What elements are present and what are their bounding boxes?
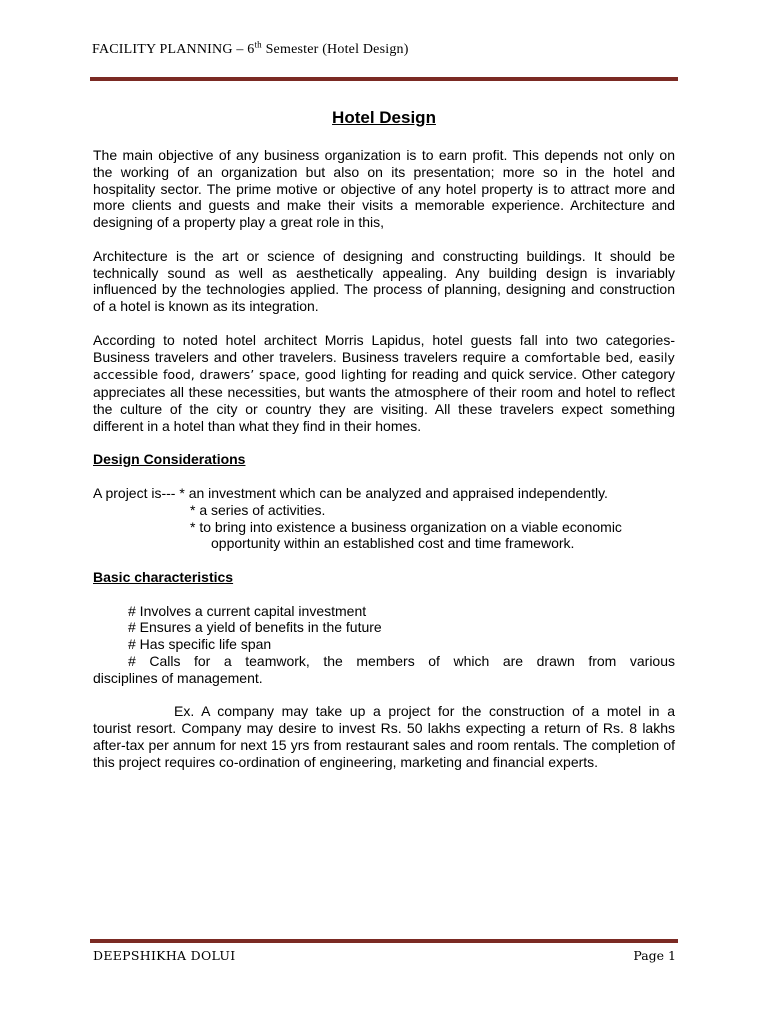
paragraph-lapidus-part1: According to noted hotel architect Morris Lapidus, hotel guests fall into two categories- Business travelers and other travelers. Business travelers require a	[93, 331, 675, 365]
example-first-line: Ex. A company may take up a project for the construction of a motel in a	[174, 703, 675, 720]
paragraph-lapidus-part3: ting for reading and quick service. Other category appreciates all these necessities, but wants the atmosphere of their room and hotel to reflect the culture of the city or country they are visiting. All these travelers expect something different in a hotel than what they find in their homes.	[93, 366, 675, 434]
paragraph-example	[93, 703, 675, 770]
paragraph-intro: The main objective of any business organization is to earn profit. This depends not only on the working of an organization but also on its presentation; more so in the hotel and hospitality sector. The prime motive or objective of any hotel property is to attract more and more clients and guests and make their visits a memorable experience. Architecture and designing of a property play a great role in this,	[93, 147, 675, 231]
design-line-3: * to bring into existence a business organization on a viable economic	[190, 518, 622, 535]
example-rest: tourist resort. Company may desire to invest Rs. 50 lakhs expecting a return of Rs. 8 lakhs after-tax per annum for next 15 yrs from restaurant sales and room rentals. The completion of this project requires co-ordination of engineering, marketing and financial experts.	[93, 720, 675, 770]
paragraph-lapidus-part2: comfortable bed, easily accessible food, drawers’ space, good ligh	[93, 349, 675, 383]
heading-basic-characteristics: Basic characteristics	[93, 568, 234, 585]
characteristic-item-continued: disciplines of management.	[93, 669, 263, 686]
design-considerations-list	[93, 485, 675, 552]
characteristic-item: # Calls for a teamwork, the members of which are drawn from various	[128, 652, 675, 669]
design-line-4: opportunity within an established cost and time framework.	[211, 535, 575, 552]
footer-divider	[90, 939, 678, 943]
heading-design-considerations: Design Considerations	[93, 451, 246, 468]
design-line-2: * a series of activities.	[190, 501, 326, 518]
characteristic-item: # Involves a current capital investment	[128, 602, 367, 619]
footer-page-number: Page 1	[633, 948, 676, 963]
page-title: Hotel Design	[332, 108, 436, 127]
header-title-superscript: th	[254, 39, 262, 50]
header-title-part1: FACILITY PLANNING – 6	[92, 42, 255, 57]
design-line-1: A project is--- * an investment which can be analyzed and appraised independently.	[93, 484, 608, 501]
characteristic-item: # Has specific life span	[128, 636, 272, 653]
paragraph-lapidus	[93, 332, 675, 435]
footer-author: DEEPSHIKHA DOLUI	[93, 948, 236, 963]
page-header	[92, 39, 409, 58]
document-body	[93, 147, 675, 787]
basic-characteristics-list	[93, 603, 675, 687]
paragraph-architecture: Architecture is the art or science of designing and constructing buildings. It should be technically sound as well as aesthetically appealing. Any building design is invariably influenced by the technologies applied. The process of planning, designing and construction of a hotel is known as its integration.	[93, 247, 675, 315]
characteristic-item: # Ensures a yield of benefits in the future	[128, 619, 382, 636]
header-divider	[90, 77, 678, 81]
header-title-part2: Semester (Hotel Design)	[261, 42, 409, 57]
